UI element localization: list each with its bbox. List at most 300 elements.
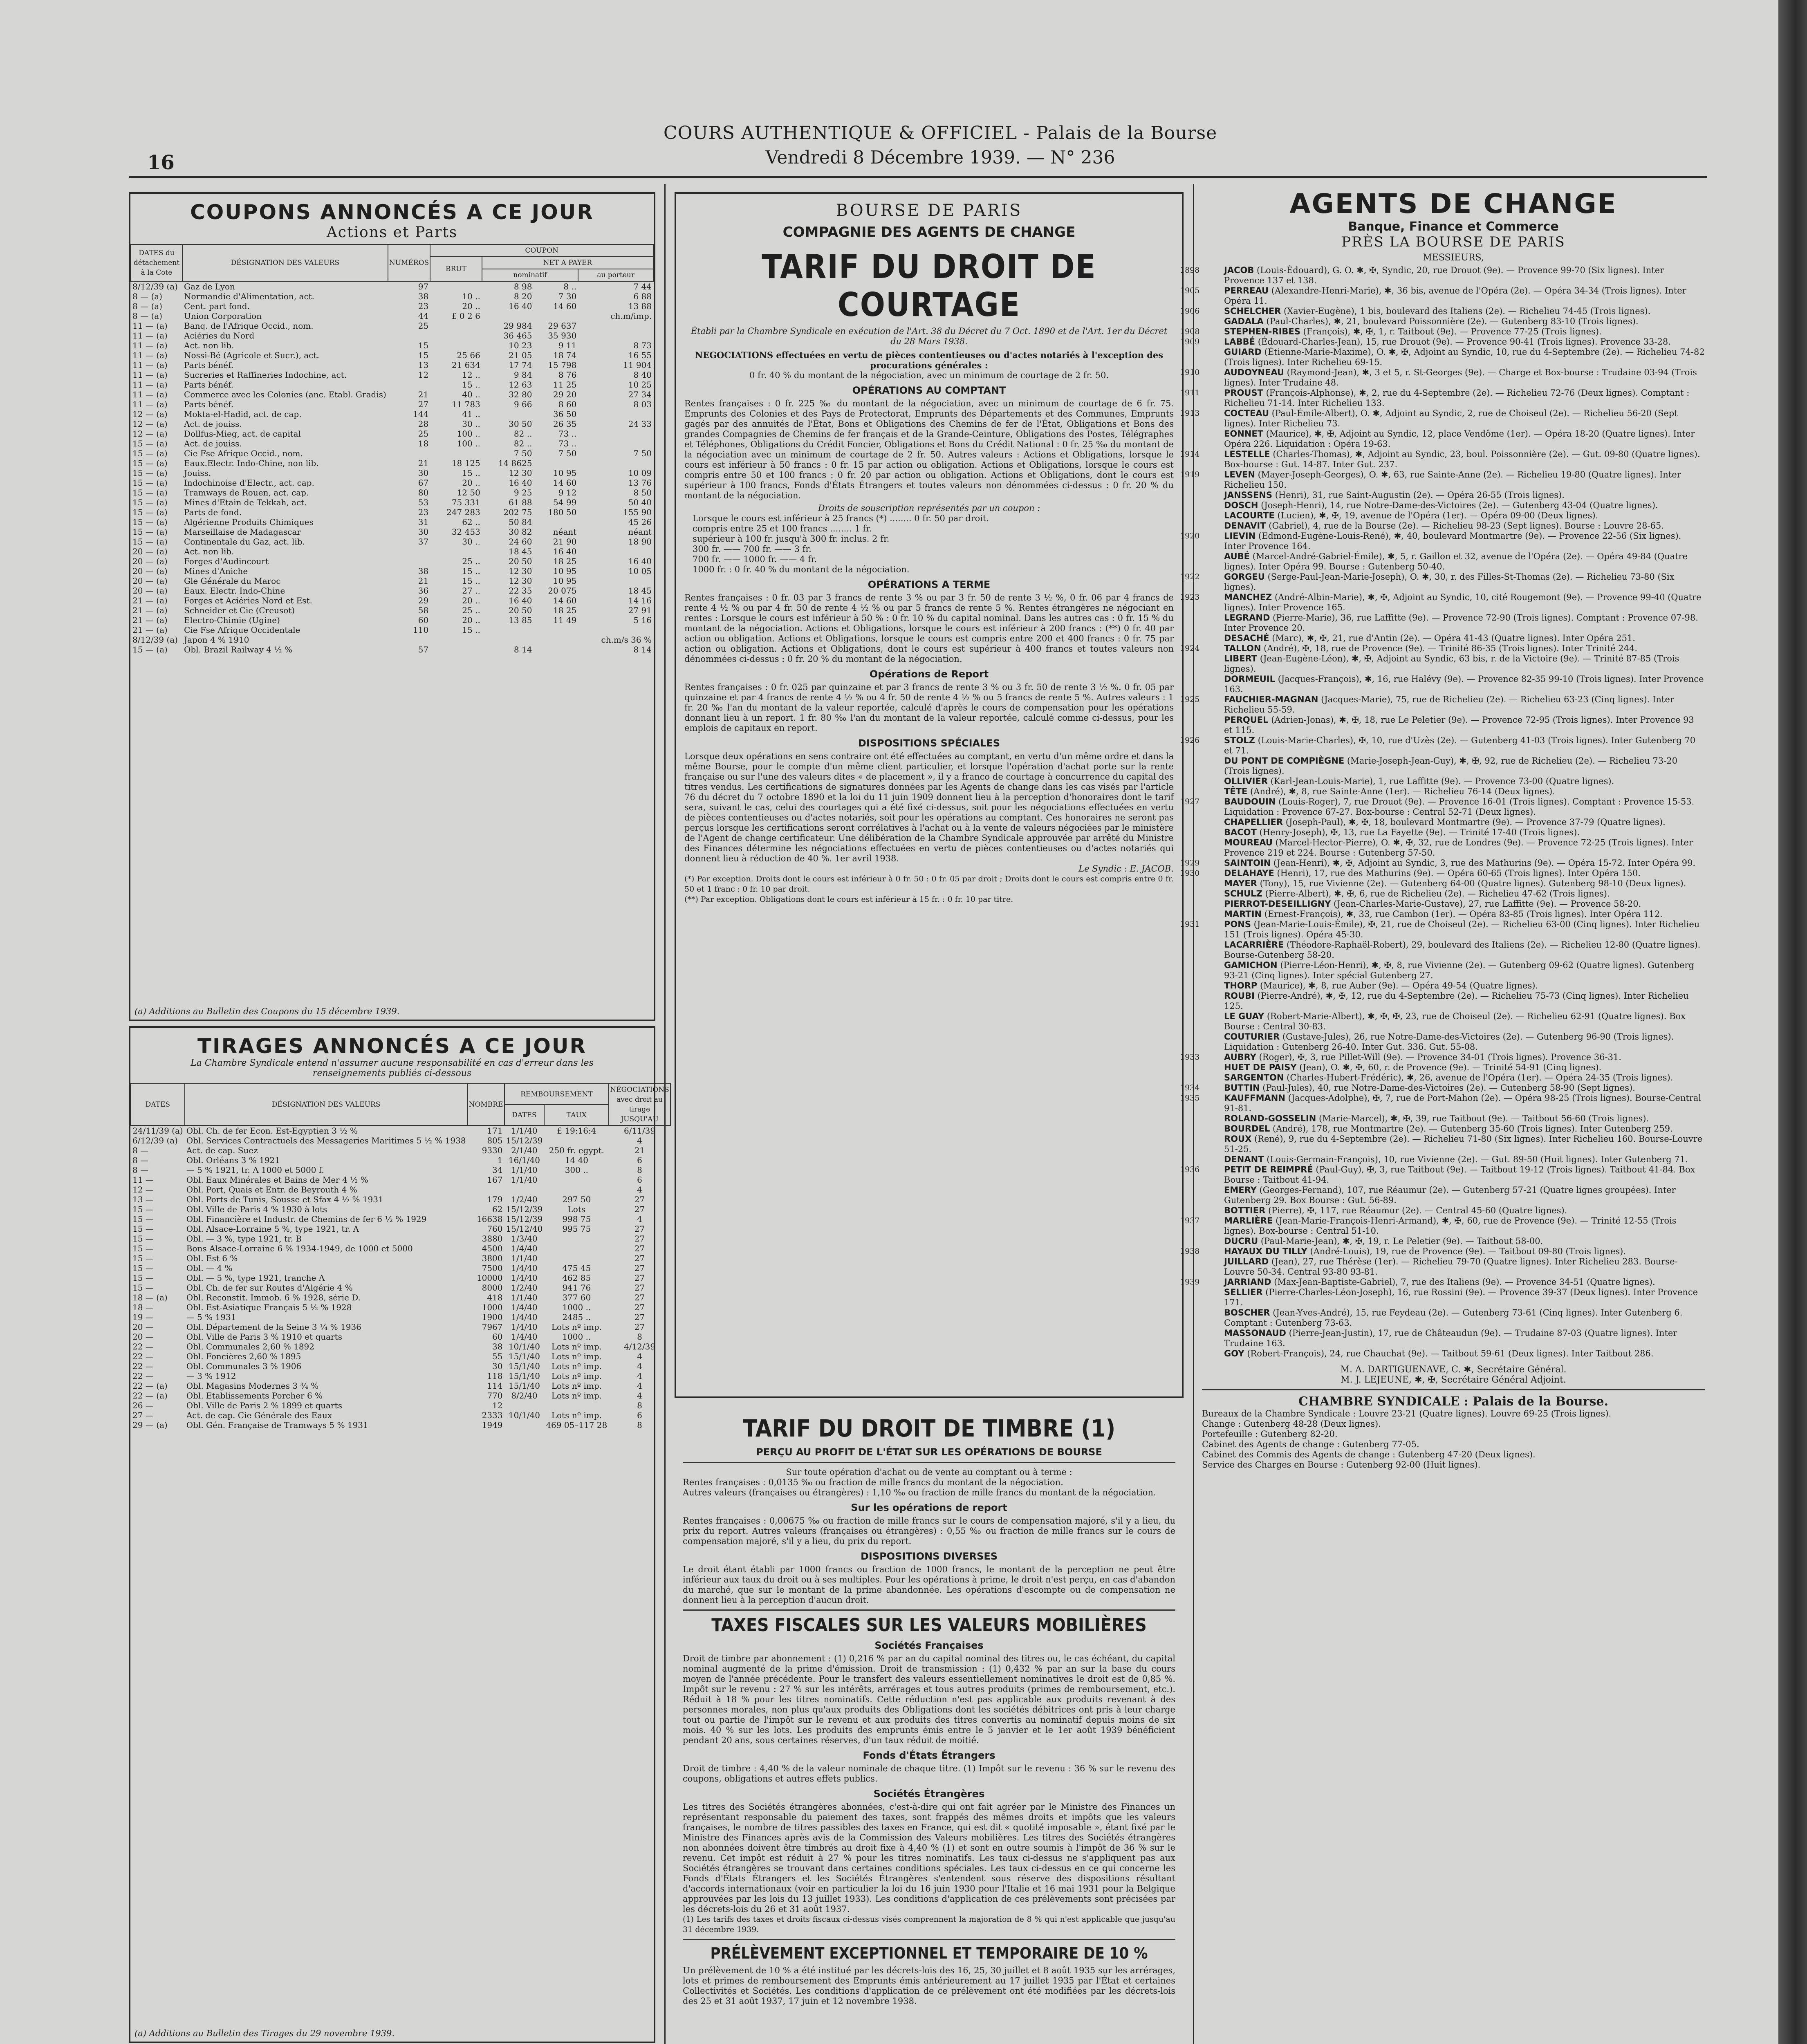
agent-entry — [1202, 1206, 1705, 1216]
agent-entry — [1202, 511, 1705, 521]
table-cell: 12 — — [132, 1185, 154, 1195]
table-cell: 27 .. — [462, 586, 480, 596]
agent-entry — [1202, 1134, 1705, 1154]
table-cell: 805 — [487, 1136, 503, 1145]
table-cell: 5 16 — [633, 615, 652, 625]
table-cell: 12 — (a) — [132, 409, 168, 419]
table-cell: 6/12/39 (a) — [132, 1136, 178, 1145]
table-cell: 114 — [487, 1381, 503, 1391]
timbre-line-1: Rentes françaises : 0,0135 ‰ ou fraction de mille francs du montant de la négociation. — [683, 1477, 1063, 1487]
table-cell: 36 50 — [553, 409, 577, 419]
agent-year: 1938 — [1180, 1247, 1200, 1256]
table-cell — [430, 281, 482, 291]
agent-entry — [1180, 1083, 1705, 1093]
agent-entry — [1202, 715, 1705, 735]
table-row — [131, 1371, 670, 1381]
agent-entry — [1202, 909, 1705, 919]
timbre-subtitle: PERÇU AU PROFIT DE L'ÉTAT SUR LES OPÉRATIONS DE BOURSE — [756, 1446, 1102, 1458]
agent-name: MANCHEZ — [1224, 592, 1272, 602]
table-row — [131, 439, 653, 448]
tarif-courtage-title: TARIF DU DROIT DE COURTAGE — [762, 248, 1096, 324]
agent-entry — [1202, 674, 1705, 695]
agent-name: MOUREAU — [1224, 838, 1273, 847]
table-row — [131, 635, 653, 645]
agent-name: PONS — [1224, 919, 1251, 929]
table-row — [131, 409, 653, 419]
agent-details: (Pierre), ✠, 117, rue Réaumur (2e). — Central 45-60 (Quatre lignes). — [1268, 1206, 1567, 1215]
agent-details: (Paul-Marie-Jean), ✱, ✠, 19, r. Le Peletier (9e). — Taitbout 58-00. — [1260, 1236, 1543, 1246]
table-cell: Eaux. Electr. Indo-Chine — [184, 586, 285, 596]
table-cell: 73 .. — [558, 429, 577, 439]
table-cell: 247 283 — [446, 507, 480, 517]
agent-entry — [1202, 1287, 1705, 1308]
agent-name: GAMICHON — [1224, 960, 1278, 970]
table-row — [131, 1401, 670, 1410]
col-header-coupon: COUPON — [430, 244, 653, 257]
table-row — [131, 1125, 670, 1136]
table-cell: Obl. Est 6 % — [186, 1253, 238, 1263]
table-cell: Obl. Ville de Paris 4 % 1930 à lots — [186, 1204, 327, 1214]
agent-name: DORMEUIL — [1224, 674, 1275, 684]
table-cell: 144 — [413, 409, 429, 419]
table-cell: 11 — (a) — [132, 350, 168, 360]
agent-year: 1939 — [1180, 1278, 1200, 1286]
table-cell: 1/2/40 — [511, 1195, 538, 1204]
agent-details: (Lucien), ✱, ✠, 19, avenue de l'Opéra (1er). — Opéra 09-00 (Deux lignes). — [1277, 511, 1598, 520]
agent-entry — [1202, 1257, 1705, 1277]
table-cell: Aciéries du Nord — [184, 331, 255, 341]
table-cell: 8 20 — [513, 291, 532, 301]
table-cell: 25 .. — [462, 556, 480, 566]
table-row — [131, 1136, 670, 1145]
table-cell: Act. de jouiss. — [184, 419, 242, 429]
middle-column — [675, 184, 1186, 2044]
agent-name: LIEVIN — [1224, 531, 1256, 541]
table-cell: 110 — [413, 625, 429, 635]
table-cell: 20 .. — [462, 478, 480, 488]
agent-entry — [1180, 286, 1705, 306]
agent-name: DESACHÉ — [1224, 633, 1269, 643]
table-row — [131, 1312, 670, 1322]
table-cell: Obl. Port, Quais et Entr. de Beyrouth 4 % — [186, 1185, 357, 1195]
table-cell: 12 — [492, 1401, 503, 1410]
table-cell: Obl. Ch. de fer sur Routes d'Algérie 4 % — [186, 1283, 353, 1293]
table-cell: Union Corporation — [184, 311, 262, 321]
table-cell: 14 60 — [553, 478, 577, 488]
table-cell: 53 — [418, 498, 429, 507]
table-cell: 9330 — [482, 1145, 503, 1155]
agent-entry — [1180, 531, 1705, 551]
col-header-nombre: NOMBRE — [468, 1084, 504, 1125]
table-cell: 7 50 — [513, 448, 532, 458]
agent-year: 1905 — [1180, 286, 1200, 295]
agent-entry — [1202, 960, 1705, 981]
table-cell: 27 — [634, 1273, 645, 1283]
table-cell: 22 — (a) — [132, 1381, 168, 1391]
table-row — [131, 517, 653, 527]
table-cell: 12 — (a) — [132, 429, 168, 439]
table-cell — [388, 448, 430, 458]
table-row — [131, 1293, 670, 1302]
agent-name: BAUDOUIN — [1224, 797, 1276, 807]
col-header-taux: TAUX — [544, 1105, 609, 1125]
table-cell: 6/11/39 — [623, 1126, 656, 1136]
tarif-intro: Établi par la Chambre Syndicale en exécution de l'Art. 38 du Décret du 7 Oct. 1890 et de l'Art. 1er du Décret du 28 Mars 1938. — [691, 326, 1168, 346]
table-cell: 10 95 — [553, 566, 577, 576]
table-cell: 15 — (a) — [132, 448, 168, 458]
table-cell: 15 .. — [462, 468, 480, 478]
table-cell: 15 — — [132, 1263, 154, 1273]
table-cell — [534, 458, 578, 468]
souscription-row: supérieur à 100 fr. jusqu'à 300 fr. inclus. 2 fr. — [693, 534, 890, 544]
agent-details: (François-Alphonse), ✱, 2, rue du 4-Septembre (2e). — Richelieu 72-76 (Deux lignes). Comptant : Richelieu 71-14. Inter Richelieu 133. — [1224, 388, 1690, 408]
agent-entry — [1202, 429, 1705, 449]
table-cell: 15/1/40 — [508, 1381, 540, 1391]
table-row — [131, 301, 653, 311]
table-cell — [578, 576, 653, 586]
agent-name: MAYER — [1224, 879, 1257, 888]
agent-name: COCTEAU — [1224, 408, 1269, 418]
societes-etrangeres-title: Sociétés Étrangères — [873, 1788, 985, 1800]
table-cell: 469 05–117 28 — [546, 1420, 608, 1430]
table-cell — [430, 645, 482, 654]
table-row — [131, 1322, 670, 1332]
agent-entry — [1202, 347, 1705, 368]
table-cell: 58 — [418, 605, 429, 615]
table-cell: 11 783 — [451, 399, 480, 409]
table-cell: 14 60 — [553, 596, 577, 605]
table-cell: Lots nº imp. — [551, 1361, 602, 1371]
agent-name: JUILLARD — [1224, 1257, 1269, 1266]
table-cell — [534, 625, 578, 635]
table-cell: Lots nº imp. — [551, 1371, 602, 1381]
table-cell — [578, 439, 653, 448]
table-row — [131, 605, 653, 615]
table-row — [131, 1214, 670, 1224]
table-cell: 15 — (a) — [132, 537, 168, 547]
tirages-box — [129, 1026, 669, 2043]
agent-name: PIERROT-DESEILLIGNY — [1224, 899, 1331, 909]
issue-date: Vendredi 8 Décembre 1939. — N° 236 — [765, 147, 1115, 168]
agent-entry — [1180, 592, 1705, 613]
table-cell: 4500 — [482, 1244, 503, 1253]
table-cell: 1/4/40 — [511, 1302, 538, 1312]
agent-name: LACARRIÈRE — [1224, 940, 1284, 950]
table-cell: 8 03 — [633, 399, 652, 409]
table-cell — [578, 321, 653, 331]
table-cell: Obl. Communales 2,60 % 1892 — [186, 1342, 314, 1351]
footnote-1: (*) Par exception. Droits dont le cours est inférieur à 0 fr. 50 : 0 fr. 05 par droit ; Droits dont le cours est compris entre 0 fr. 50 et 1 franc : 0 fr. 10 par droit. — [684, 874, 1174, 894]
chambre-title: CHAMBRE SYNDICALE : Palais de la Bourse. — [1298, 1394, 1608, 1409]
tarif-courtage-box — [675, 192, 1184, 1398]
table-row — [131, 390, 653, 399]
table-cell: 377 60 — [562, 1293, 591, 1302]
souscription-row: 1000 fr. : 0 fr. 40 % du montant de la négociation. — [693, 565, 910, 574]
table-cell: 20 — (a) — [132, 566, 168, 576]
agent-details: (Robert-François), 24, rue Chauchat (9e). — Taitbout 59-61 (Deux lignes). Inter Taitbout 286. — [1247, 1349, 1654, 1358]
secretary-general: M. A. DARTIGUENAVE, C. ✱, Secrétaire Général. — [1340, 1365, 1567, 1375]
tirages-title: TIRAGES ANNONCÉS A CE JOUR — [197, 1034, 587, 1058]
table-cell: 15 — — [132, 1214, 154, 1224]
table-row — [131, 291, 653, 301]
table-cell: 7967 — [482, 1322, 503, 1332]
agent-name: JARRIAND — [1224, 1277, 1271, 1287]
table-row — [131, 1332, 670, 1342]
agent-entry — [1180, 1165, 1705, 1185]
agent-year: 1931 — [1180, 920, 1200, 929]
table-cell: 8 50 — [633, 488, 652, 498]
table-cell — [388, 380, 430, 390]
table-cell — [544, 1136, 609, 1145]
table-cell: 11 — (a) — [132, 341, 168, 350]
agent-entry — [1180, 368, 1705, 388]
coupons-title: COUPONS ANNONCÉS A CE JOUR — [190, 200, 594, 224]
agent-details: (Louis-Roger), 7, rue Drouot (9e). — Provence 16-01 (Trois lignes). Comptant : Provence 15-53. Liquidation : Provence 67-27. Box-bourse : Central 52-71 (Deux lignes). — [1224, 797, 1695, 817]
table-cell: 30 82 — [509, 527, 532, 537]
table-cell: 9 12 — [558, 488, 577, 498]
table-cell: 13 88 — [628, 301, 652, 311]
timbre-section — [683, 1414, 1175, 2006]
agent-details: (André), 178, rue Montmartre (2e). — Gutenberg 35-60 (Trois lignes). Inter Gutenberg 259. — [1272, 1124, 1673, 1134]
agent-year: 1920 — [1180, 531, 1200, 540]
col-header-brut: BRUT — [430, 257, 482, 281]
table-row — [131, 331, 653, 341]
table-cell: Lots nº imp. — [551, 1391, 602, 1401]
agent-name: ROUBI — [1224, 991, 1255, 1001]
table-cell: 16 40 — [553, 547, 577, 556]
table-cell: 3800 — [482, 1253, 503, 1263]
bourse-heading: BOURSE DE PARIS — [836, 201, 1022, 220]
table-cell: 27 — [634, 1234, 645, 1244]
table-cell: 36 — [418, 586, 429, 596]
table-row — [131, 498, 653, 507]
table-cell: 15/12/39 — [506, 1136, 543, 1145]
table-cell: 8 — (a) — [132, 301, 162, 311]
table-cell: Cie Fse Afrique Occid., nom. — [184, 448, 303, 458]
table-cell: 8 — — [132, 1155, 149, 1165]
table-cell: 21 — (a) — [132, 615, 168, 625]
agent-entry — [1202, 1011, 1705, 1032]
agent-entry — [1202, 1073, 1705, 1083]
table-row — [131, 556, 653, 566]
syndic-signature: Le Syndic : E. JACOB. — [1078, 864, 1174, 874]
table-cell: 770 — [487, 1391, 503, 1401]
table-cell: 11 — (a) — [132, 380, 168, 390]
table-cell: 15 — — [132, 1253, 154, 1263]
agent-entry — [1180, 449, 1705, 470]
table-cell: 8000 — [482, 1283, 503, 1293]
agent-entry — [1202, 1124, 1705, 1134]
agent-name: AUDOYNEAU — [1224, 368, 1284, 377]
fonds-etrangers-text: Droit de timbre : 4,40 % de la valeur nominale de chaque titre. (1) Impôt sur le revenu : 36 % sur le revenu des coupons, obligations et autres effets publics. — [683, 1764, 1175, 1784]
agent-entry — [1202, 633, 1705, 643]
table-cell: — 3 % 1912 — [186, 1371, 236, 1381]
table-cell: 14 40 — [565, 1155, 588, 1165]
table-row — [131, 1234, 670, 1244]
taxes-title: TAXES FISCALES SUR LES VALEURS MOBILIÈRES — [711, 1615, 1147, 1636]
agent-details: (Charles-Thomas), ✱, Adjoint au Syndic, 23, boul. Poissonnière (2e). — Gut. 09-80 (Quatre lignes). Box-bourse : Gut. 14-87. Inter Gut. 237. — [1224, 449, 1700, 469]
table-cell: Obl. Eaux Minérales et Bains de Mer 4 ½ % — [186, 1175, 368, 1185]
table-cell: 11 — (a) — [132, 360, 168, 370]
table-cell: 202 75 — [503, 507, 532, 517]
table-cell: 13 76 — [628, 478, 652, 488]
table-cell: 995 75 — [562, 1224, 591, 1234]
report-title: Opérations de Report — [869, 668, 989, 680]
table-cell: 29 984 — [503, 321, 532, 331]
table-cell: 171 — [487, 1126, 503, 1136]
table-cell: 17 74 — [509, 360, 532, 370]
table-cell: Obl. Magasins Modernes 3 ¾ % — [186, 1381, 319, 1391]
table-cell: 180 50 — [548, 507, 577, 517]
agent-details: (Marie-Joseph-Jean-Guy), ✱, ✠, 92, rue de Richelieu (2e). — Richelieu 73-20 (Trois lignes). — [1224, 756, 1677, 776]
table-cell: 12 — (a) — [132, 419, 168, 429]
agent-entry — [1180, 919, 1705, 940]
agent-details: (Jacques-Adolphe), ✠, 7, rue de Port-Mahon (2e). — Opéra 98-25 (Trois lignes). Bourse-Central 91-81. — [1224, 1093, 1702, 1113]
table-cell: 7 44 — [633, 282, 652, 291]
agent-entry — [1180, 572, 1705, 592]
table-cell: 22 — — [132, 1371, 154, 1381]
table-cell: 14 16 — [628, 596, 652, 605]
negociations-heading: NEGOCIATIONS effectuées en vertu de pièces contentieuses ou d'actes notariés à l'exception des procurations générales : — [695, 350, 1164, 370]
table-cell: 16/1/40 — [508, 1155, 540, 1165]
agent-entry — [1180, 388, 1705, 408]
table-cell: 24/11/39 (a) — [132, 1126, 183, 1136]
agents-list — [1180, 265, 1705, 1359]
agent-name: STOLZ — [1224, 735, 1255, 745]
agent-name: CHAPELLIER — [1224, 817, 1283, 827]
agent-name: SCHULZ — [1224, 889, 1262, 899]
table-cell: 4 — [637, 1361, 642, 1371]
agent-name: BOTTIER — [1224, 1206, 1266, 1215]
agent-details: (Adrien-Jonas), ✱, ✠, 18, rue Le Peletier (9e). — Provence 72-95 (Trois lignes). Inter Provence 93 et 115. — [1224, 715, 1694, 735]
coupons-subtitle: Actions et Parts — [326, 224, 458, 241]
table-cell: 27 — [634, 1204, 645, 1214]
table-cell: 19 — — [132, 1312, 154, 1322]
agent-year: 1919 — [1180, 470, 1200, 479]
agents-place: PRÈS LA BOURSE DE PARIS — [1341, 234, 1565, 250]
table-cell: Obl. Département de la Seine 3 ¼ % 1936 — [186, 1322, 361, 1332]
table-cell — [430, 321, 482, 331]
table-cell: 21 634 — [451, 360, 480, 370]
table-cell: 61 88 — [509, 498, 532, 507]
agent-year: 1923 — [1180, 593, 1200, 602]
agent-entry — [1202, 1349, 1705, 1359]
table-cell: 27 — [634, 1283, 645, 1293]
table-row — [131, 321, 653, 331]
table-row — [131, 537, 653, 547]
agent-name: BACOT — [1224, 827, 1257, 837]
agent-entry — [1202, 613, 1705, 633]
agent-entry — [1180, 1246, 1705, 1257]
table-cell: 32 453 — [451, 527, 480, 537]
table-cell: 27 — [634, 1322, 645, 1332]
table-cell — [578, 429, 653, 439]
table-cell: 9 25 — [513, 488, 532, 498]
table-cell: Obl. Financière et Industr. de Chemins de fer 6 ½ % 1929 — [186, 1214, 427, 1224]
agent-details: (Alexandre-Henri-Marie), ✱, 36 bis, avenue de l'Opéra (2e). — Opéra 34-34 (Trois lignes). Inter Opéra 11. — [1224, 286, 1686, 306]
table-cell: 8 40 — [633, 370, 652, 380]
agent-entry — [1202, 940, 1705, 960]
agent-entry — [1202, 1328, 1705, 1349]
negociations-text: 0 fr. 40 % du montant de la négociation, avec un minimum de courtage de 2 fr. 50. — [749, 370, 1109, 380]
chambre-line: Cabinet des Agents de change : Gutenberg 77-05. — [1202, 1439, 1419, 1449]
agent-name: GOY — [1224, 1349, 1244, 1358]
table-cell: 8 — (a) — [132, 311, 162, 321]
agent-entry — [1202, 827, 1705, 838]
table-cell: 18 90 — [628, 537, 652, 547]
table-cell: 22 — — [132, 1361, 154, 1371]
agent-entry — [1180, 695, 1705, 715]
table-cell: 8 — — [132, 1145, 149, 1155]
timbre-title: TARIF DU DROIT DE TIMBRE (1) — [742, 1414, 1116, 1442]
table-cell: 2/1/40 — [511, 1145, 538, 1155]
table-cell: 27 — [634, 1253, 645, 1263]
agent-entry — [1202, 1062, 1705, 1073]
table-cell — [544, 1253, 609, 1263]
prelevement-text: Un prélèvement de 10 % a été institué par les décrets-lois des 16, 25, 30 juillet et 8 août 1935 sur les arrérages, lots et primes de remboursement des Emprunts émis antérieurement au 17 juillet 1935 par l'État et certaines Collectivités et Sociétés. Les conditions d'application de ce prélèvement ont été modifiées par les décrets-lois des 25 et 31 août 1937, 17 juin et 12 novembre 1938. — [683, 1966, 1175, 2006]
table-row — [131, 341, 653, 350]
table-cell: 118 — [487, 1371, 503, 1381]
table-cell: 27 — [634, 1293, 645, 1302]
table-cell: 12 30 — [509, 566, 532, 576]
table-cell: 29 637 — [548, 321, 577, 331]
agent-name: DOSCH — [1224, 500, 1258, 510]
agent-details: (Maurice), ✱, ✠, Adjoint au Syndic, 12, place Vendôme (1er). — Opéra 18-20 (Quatre lignes). Inter Opéra 226. Liquidation : Opéra 19-63. — [1224, 429, 1695, 449]
agent-year: 1898 — [1180, 266, 1200, 275]
tirages-table — [130, 1083, 671, 1430]
agent-name: COUTURIER — [1224, 1032, 1280, 1042]
table-cell: 20 — (a) — [132, 586, 168, 596]
agent-entry — [1180, 408, 1705, 429]
table-cell: Obl. Ports de Tunis, Sousse et Sfax 4 ½ % 1931 — [186, 1195, 383, 1204]
table-cell: 1/4/40 — [511, 1273, 538, 1283]
agent-details: (René), 9, rue du 4-Septembre (2e). — Richelieu 71-80 (Six lignes). Inter Richelieu 160. Bourse-Louvre 51-25. — [1224, 1134, 1703, 1154]
table-cell: 23 — [418, 301, 429, 311]
agent-entry — [1180, 858, 1705, 868]
table-cell: 15 .. — [462, 566, 480, 576]
agent-name: JANSSENS — [1224, 490, 1272, 500]
table-cell: Marseillaise de Madagascar — [184, 527, 301, 537]
agents-messieurs: MESSIEURS, — [1423, 253, 1484, 263]
table-cell: 20 — (a) — [132, 547, 168, 556]
agent-name: DUCRU — [1224, 1236, 1258, 1246]
table-cell: 250 fr. egypt. — [549, 1145, 604, 1155]
table-cell: 14 60 — [553, 301, 577, 311]
agent-details: (Ernest-François), ✱, 33, rue Cambon (1er). — Opéra 83-85 (Trois lignes). Inter Opéra 112. — [1264, 909, 1663, 919]
table-cell: 12 .. — [462, 370, 480, 380]
agent-name: MASSONAUD — [1224, 1328, 1286, 1338]
table-cell: 16 40 — [628, 556, 652, 566]
table-cell: 15 — [418, 341, 429, 350]
table-cell — [578, 331, 653, 341]
agent-name: FAUCHIER-MAGNAN — [1224, 695, 1318, 704]
agent-entry — [1202, 889, 1705, 899]
agent-name: THORP — [1224, 981, 1258, 991]
table-cell — [534, 635, 578, 645]
table-cell: 29 — [418, 596, 429, 605]
table-cell: Obl. Est-Asiatique Français 5 ½ % 1928 — [186, 1302, 352, 1312]
agent-entry — [1202, 1236, 1705, 1246]
table-cell: 16 40 — [509, 596, 532, 605]
agent-details: (André-Louis), 19, rue de Provence (9e). — Taitbout 09-80 (Trois lignes). — [1310, 1246, 1626, 1256]
table-cell: 25 66 — [457, 350, 480, 360]
table-cell: 2333 — [482, 1410, 503, 1420]
agent-entry — [1202, 1032, 1705, 1052]
table-cell: 7 50 — [558, 448, 577, 458]
table-cell: Act. de cap. Cie Générale des Eaux — [186, 1410, 332, 1420]
agent-year: 1933 — [1180, 1053, 1200, 1062]
table-cell: 29 20 — [553, 390, 577, 399]
